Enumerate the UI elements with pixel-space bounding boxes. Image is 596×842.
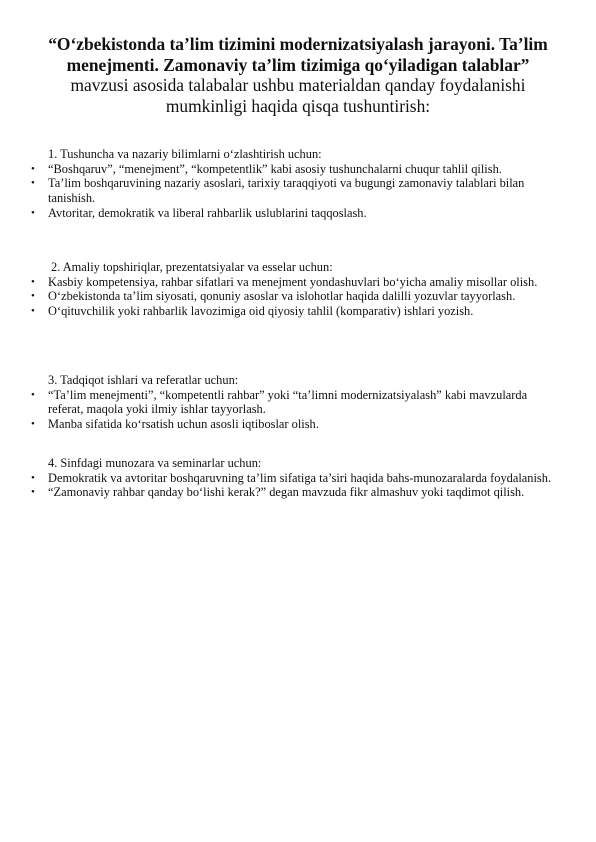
list-item: [31, 304, 561, 319]
bullet-icon: •: [31, 471, 35, 484]
list-item: [31, 275, 561, 290]
bullet-icon: •: [31, 388, 35, 401]
list-item-text: O‘qituvchilik yoki rahbarlik lavozimiga oid qiyosiy tahlil (komparativ) ishlari yozish.: [48, 304, 474, 319]
section-3: [31, 373, 561, 432]
document-title: [40, 34, 556, 116]
list-item-text: Avtoritar, demokratik va liberal rahbarlik uslublarini taqqoslash.: [48, 205, 367, 220]
section-heading: 4. Sinfdagi munozara va seminarlar uchun:: [48, 456, 262, 470]
bullet-icon: •: [31, 418, 35, 431]
list-item-text: Kasbiy kompetensiya, rahbar sifatlari va menejment yondashuvlari bo‘yicha amaliy misollar olish.: [48, 274, 538, 289]
section-heading: 2. Amaliy topshiriqlar, prezentatsiyalar va esselar uchun:: [51, 260, 333, 274]
section-heading: 3. Tadqiqot ishlari va referatlar uchun:: [48, 373, 239, 387]
bullet-icon: •: [31, 290, 35, 303]
list-item-text: Ta’lim boshqaruvining nazariy asoslari, tarixiy taraqqiyoti va bugungi zamonaviy talablari bilan tanishish.: [48, 176, 525, 206]
list-item: [31, 289, 561, 304]
title-bold-part: “O‘zbekistonda ta’lim tizimini modernizatsiyalash jarayoni. Ta’lim menejmenti. Zamonaviy ta’lim tizimiga qo‘yiladigan talablar”: [48, 34, 548, 75]
list-item-text: “Ta’lim menejmenti”, “kompetentli rahbar” yoki “ta’limni modernizatsiyalash” kabi mavzularda referat, maqola yoki ilmiy ishlar tayyorlash.: [48, 387, 528, 417]
list-item: [31, 162, 561, 177]
list-item: [31, 417, 561, 432]
list-item: [31, 176, 561, 205]
section-4: [31, 456, 561, 500]
bullet-icon: •: [31, 177, 35, 190]
list-item: [31, 388, 561, 417]
bullet-list: [31, 471, 561, 500]
list-item: [31, 206, 561, 221]
bullet-list: [31, 275, 561, 319]
bullet-icon: •: [31, 275, 35, 288]
section-1: [31, 147, 561, 221]
bullet-icon: •: [31, 486, 35, 499]
list-item-text: O‘zbekistonda ta’lim siyosati, qonuniy asoslar va islohotlar haqida dalilli yozuvlar tayyorlash.: [48, 289, 516, 304]
list-item: [31, 485, 561, 500]
title-regular-part: mavzusi asosida talabalar ushbu materialdan qanday foydalanishi mumkinligi haqida qisqa tushuntirish:: [70, 75, 526, 116]
section-2: [31, 260, 561, 319]
bullet-list: [31, 162, 561, 221]
bullet-icon: •: [31, 206, 35, 219]
bullet-list: [31, 388, 561, 432]
list-item: [31, 471, 561, 486]
list-item-text: “Boshqaruv”, “menejment”, “kompetentlik” kabi asosiy tushunchalarni chuqur tahlil qilish.: [48, 161, 502, 176]
bullet-icon: •: [31, 305, 35, 318]
bullet-icon: •: [31, 162, 35, 175]
list-item-text: Demokratik va avtoritar boshqaruvning ta’lim sifatiga ta’siri haqida bahs-munozaralarda foydalanish.: [48, 470, 552, 485]
list-item-text: “Zamonaviy rahbar qanday bo‘lishi kerak?” degan mavzuda fikr almashuv yoki taqdimot qilish.: [48, 485, 525, 500]
section-heading: 1. Tushuncha va nazariy bilimlarni o‘zlashtirish uchun:: [48, 147, 322, 161]
list-item-text: Manba sifatida ko‘rsatish uchun asosli iqtiboslar olish.: [48, 417, 319, 432]
